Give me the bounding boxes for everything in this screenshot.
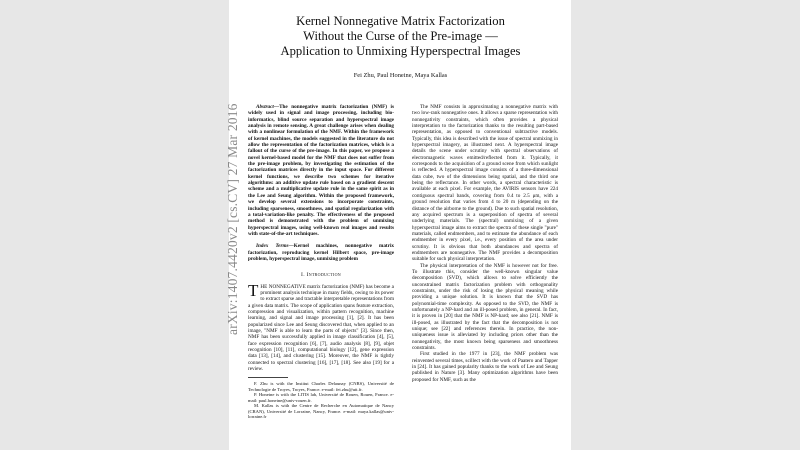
index-terms-label: Index Terms bbox=[256, 243, 289, 250]
body-paragraph: First studied in the 1977 in [23], the NMF problem was reinvented several times, scillect with the work of Paatero and Tapper in [24]. It has gained popularity thanks to the work of Lee and Seung published in Nature [3]. Many optimization algorithms have been proposed for NMF, such as the bbox=[412, 351, 558, 383]
footnote: P. Honeine is with the LITIS lab, Université de Rouen, Rouen, France. e-mail: paul.honeine@univ-rouen.fr. bbox=[248, 392, 394, 403]
abstract bbox=[248, 104, 394, 237]
arxiv-identifier: arXiv:1407.4420v2 [cs.CV] 27 Mar 2016 bbox=[225, 103, 240, 335]
footnote: F. Zhu is with the Institut Charles Delaunay (CNRS), Université de Technologie de Troyes, Troyes, France. e-mail: fei.zhu@utt.fr. bbox=[248, 381, 394, 392]
footnote: M. Kallas is with the Centre de Recherche en Automatique de Nancy (CRAN), Université de Lorraine, Nancy, France. e-mail: maya.kallas@univ-lorraine.fr bbox=[248, 403, 394, 420]
title-line: Without the Curse of the Pre-image — bbox=[303, 29, 498, 44]
title-line: Application to Unmixing Hyperspectral Images bbox=[280, 44, 521, 59]
intro-paragraph bbox=[248, 281, 394, 373]
body-paragraph: The NMF consists in approximating a nonnegative matrix with two low-rank nonnegative ones. It allows a sparse representation with nonnegativity constraints, which often provides a physical interpretation to the factorization thanks to the resulting part-based representation, as opposed to conventional subtractive models. Typically, this idea is described with the issue of spectral unmixing in hyperspectral imagery, as illustrated next. A hyperspectral image details the scene under scrutiny with spectral observations of electromagnetic waves emitted/reflected from it. Typically, it corresponds to the acquisition of a ground scene from which sunlight is reflected. A hyperspectral image consists of a three-dimensional data cube, two of the dimensions being spatial, and the third one being the reflectance. In other words, a spectral characteristic is available at each pixel. For example, the AVIRIS sensors have 224 contiguous spectral bands, covering from 0.4 to 2.5 μm, with a ground resolution that varies from 4 to 20 m (depending on the distance of the airborne to the ground). Due to such spatial resolution, any acquired spectrum is a superposition of spectra of several underlying materials. The (spectral) unmixing of a given hyperspectral image aims to extract the spectra of these single "pure" materials, called endmembers, and to estimate the abundance of each endmember in every pixel, i.e., every position of the area under scrutiny. It is obvious that both abundances and spectra of endmembers are nonnegative. The NMF provides a decomposition suitable for such physical interpretation. bbox=[412, 104, 558, 263]
authors: Fei Zhu, Paul Honeine, Maya Kallas bbox=[353, 72, 448, 79]
left-column bbox=[248, 104, 394, 420]
footnote-rule bbox=[248, 377, 288, 378]
abstract-text: —The nonnegative matrix factorization (NMF) is widely used in signal and image processing, including bio-informatics, blind source separation and hyperspectral image analysis in remote sensing. A great challenge arises when dealing with a nonlinear formulation of the NMF. Within the framework of kernel machines, the models suggested in the literature do not allow the representation of the factorization matrices, which is a fallout of the curse of the pre-image. In this paper, we propose a novel kernel-based model for the NMF that does not suffer from the pre-image problem, by investigating the estimation of the factorization matrices directly in the input space. For different kernel functions, we describe two schemes for iterative algorithms: an additive update rule based on a gradient descent scheme and a multiplicative update rule in the same spirit as in the Lee and Seung algorithm. Within the proposed framework, we develop several extensions to incorporate constraints, including sparseness, smoothness, and spatial regularization with a total-variation-like penalty. The effectiveness of the proposed method is demonstrated with the problem of unmixing hyperspectral images, using well-known real images and results with state-of-the-art techniques. bbox=[248, 104, 394, 237]
section-heading: I. Introduction bbox=[301, 272, 341, 279]
paper-title bbox=[258, 14, 543, 60]
title-line: Kernel Nonnegative Matrix Factorization bbox=[296, 14, 505, 28]
abstract-label: Abstract bbox=[256, 104, 274, 110]
body-paragraph: The physical interpretation of the NMF is however not for free. To illustrate this, consider the well-known singular value decomposition (SVD), which allows to solve efficiently the unconstrained matrix factorization problem with orthogonality constraints, under the risk of losing the physical meaning while providing a unique solution. It is known that the SVD has polynomial-time complexity. As opposed to the SVD, the NMF is unfortunately a NP-hard and an ill-posed problem, in general. In fact, it is proven in [20] that the NMF is NP-hard; see also [21]. NMF is ill-posed, as illustrated by the fact that the decomposition is not unique; see [22] and references therein. In practice, the non-uniqueness issue is alleviated by including priors other than the nonnegativity, the most known being sparseness and smoothness constraints. bbox=[412, 262, 558, 352]
intro-text: HE NONNEGATIVE matrix factorization (NMF) has become a prominent analysis technique in many fields, owing to its power to extract sparse and tractable interpretable representations from a given data matrix. The scope of application spans feature extraction, compression and visualization, within pattern recognition, machine learning, and signal and image processing [1], [2]. It has been popularized since Lee and Seung discovered that, when applied to an image, "NMF is able to learn the parts of objects" [3]. Since then, NMF has been successfully applied in image classification [4], [5], face expression recognition [6], [7], audio analysis [8], [9], objet recognition [10], [11], computational biology [12], gene expression data [13], [14], and clustering [15]. Moreover, the NMF is tightly connected to spectral clustering [16], [17], [18]. See also [19] for a review. bbox=[248, 283, 394, 373]
index-terms bbox=[248, 243, 394, 262]
right-column bbox=[412, 104, 558, 383]
index-terms-text: —Kernel machines, nonnegative matrix factorization, reproducing kernel Hilbert space, pre-image problem, hyperspectral image, unmixing problem bbox=[248, 243, 394, 262]
drop-cap: T bbox=[248, 281, 259, 301]
